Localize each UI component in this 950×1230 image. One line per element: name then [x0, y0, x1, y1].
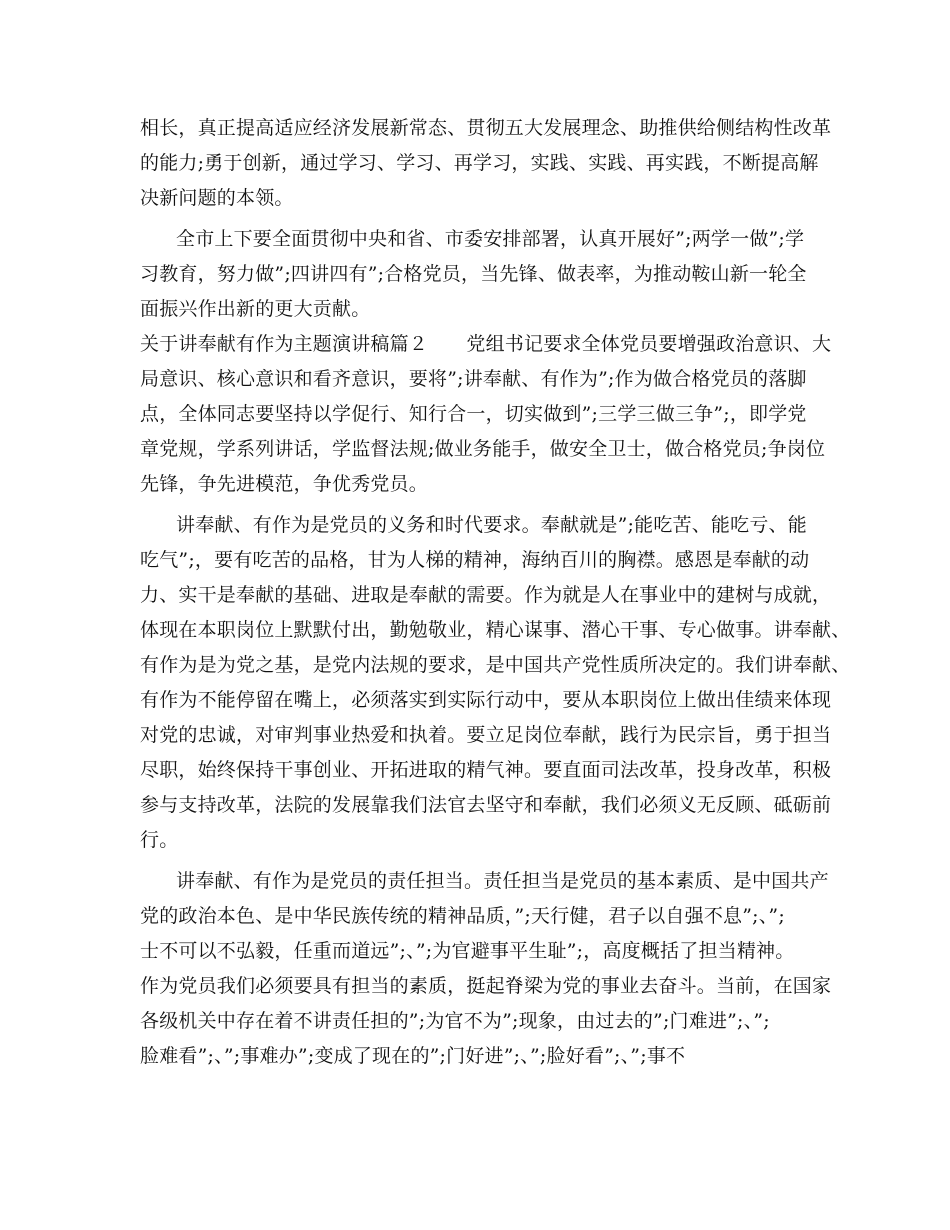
paragraph-first-line: 全市上下要全面贯彻中央和省、市委安排部署，认真开展好”;两学一做”;学 [176, 228, 805, 250]
text-line: 体现在本职岗位上默默付出，勤勉敬业，精心谋事、潜心干事、专心做事。讲奉献、 [140, 619, 851, 641]
text-line: 行。 [140, 829, 179, 851]
text-line: 对党的忠诚，对审判事业热爱和执着。要立足岗位奉献，践行为民宗旨，勇于担当 [140, 724, 832, 746]
text-line: 各级机关中存在着不讲责任担的”;为官不为”;现象，由过去的”;门难进”;、”; [140, 1010, 770, 1032]
text-line: 决新问题的本领。 [140, 187, 294, 209]
text-line: 尽职，始终保持干事创业、开拓进取的精气神。要直面司法改革，投身改革，积极 [140, 759, 832, 781]
text-line: 脸难看”;、”;事难办”;变成了现在的”;门好进”;、”;脸好看”;、”;事不 [140, 1045, 686, 1067]
text-line: 有作为是为党之基，是党内法规的要求，是中国共产党性质所决定的。我们讲奉献、 [140, 654, 851, 676]
section-heading-line: 关于讲奉献有作为主题演讲稿篇２ 党组书记要求全体党员要增强政治意识、大 [140, 333, 832, 355]
text-line: 党的政治本色、是中华民族传统的精神品质，”;天行健，君子以自强不息”;、”; [140, 905, 785, 927]
text-line: 有作为不能停留在嘴上，必须落实到实际行动中，要从本职岗位上做出佳绩来体现 [140, 689, 832, 711]
text-line: 点，全体同志要坚持以学促行、知行合一，切实做到”;三学三做三争”;，即学党 [140, 403, 807, 425]
text-line: 相长，真正提高适应经济发展新常态、贯彻五大发展理念、助推供给侧结构性改革 [140, 117, 832, 139]
text-line: 面振兴作出新的更大贡献。 [140, 298, 371, 320]
paragraph-first-line: 讲奉献、有作为是党员的责任担当。责任担当是党员的基本素质、是中国共产 [176, 870, 829, 892]
text-line: 的能力;勇于创新，通过学习、学习、再学习，实践、实践、再实践，不断提高解 [140, 152, 819, 174]
text-line: 吃气”;，要有吃苦的品格，甘为人梯的精神，海纳百川的胸襟。感恩是奉献的动 [140, 549, 810, 571]
paragraph-first-line: 讲奉献、有作为是党员的义务和时代要求。奉献就是”;能吃苦、能吃亏、能 [176, 514, 807, 536]
text-line: 习教育，努力做”;四讲四有”;合格党员，当先锋、做表率，为推动鞍山新一轮全 [140, 263, 807, 285]
text-line: 局意识、核心意识和看齐意识，要将”;讲奉献、有作为”;作为做合格党员的落脚 [140, 368, 807, 390]
text-line: 士不可以不弘毅，任重而道远”;、”;为官避事平生耻”;，高度概括了担当精神。 [140, 940, 795, 962]
text-line: 参与支持改革，法院的发展靠我们法官去坚守和奉献，我们必须义无反顾、砥砺前 [140, 794, 832, 816]
text-line: 力、实干是奉献的基础、进取是奉献的需要。作为就是人在事业中的建树与成就， [140, 584, 832, 606]
text-line: 先锋，争先进模范，争优秀党员。 [140, 473, 429, 495]
text-line: 章党规，学系列讲话，学监督法规;做业务能手，做安全卫士，做合格党员;争岗位 [140, 438, 826, 460]
text-line: 作为党员我们必须要具有担当的素质，挺起脊梁为党的事业去奋斗。当前，在国家 [140, 975, 832, 997]
